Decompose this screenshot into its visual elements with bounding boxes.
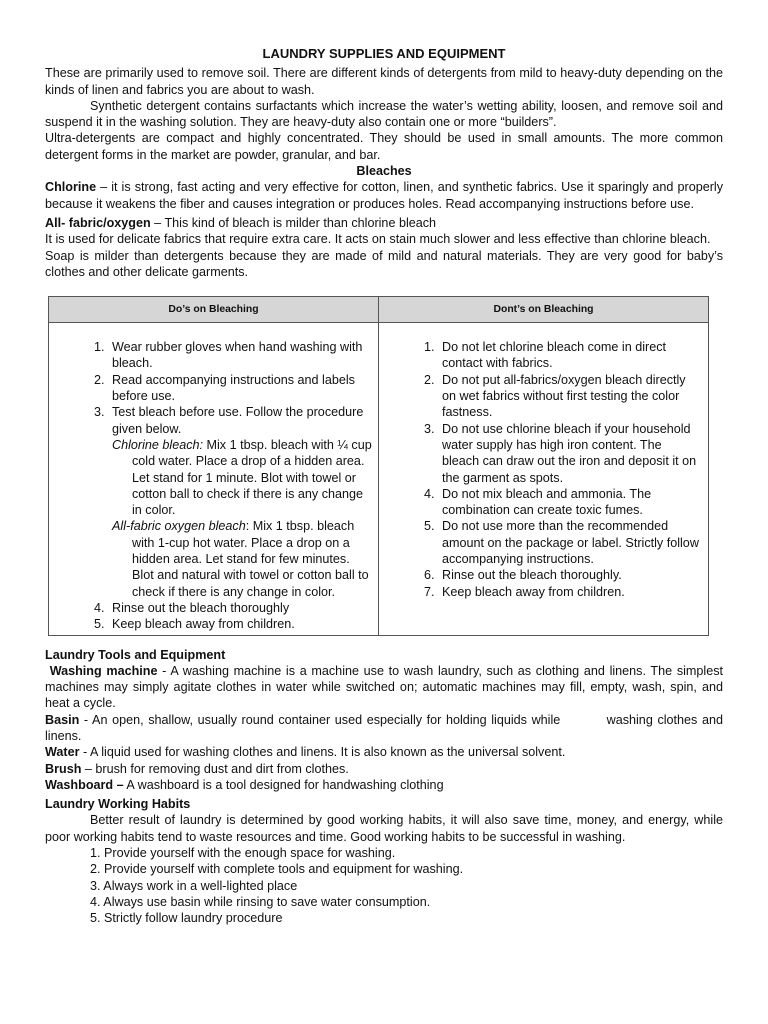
donts-list xyxy=(385,339,702,600)
donts-cell xyxy=(379,323,709,635)
dos-item xyxy=(108,404,372,600)
oxygen-more-paragraph: It is used for delicate fabrics that require extra care. It acts on stain much slower and less effective than chlorine bleach. xyxy=(45,232,711,247)
washing-machine-paragraph xyxy=(45,663,723,712)
oxygen-text: – This kind of bleach is milder than chlorine bleach xyxy=(150,215,437,230)
chlorine-procedure-line xyxy=(112,437,372,453)
washboard-term: Washboard – xyxy=(45,777,124,792)
chlorine-text: – it is strong, fast acting and very effective for cotton, linen, and synthetic fabrics. Use it sparingly and properly because it weakens the fiber and causes integration or produces holes. Read accompanying instructions before use. xyxy=(45,180,723,211)
document-content xyxy=(45,46,727,927)
bleaching-table xyxy=(48,296,709,635)
habits-list xyxy=(45,845,723,926)
dos-item-text: Test bleach before use. Follow the procedure given below. xyxy=(112,405,364,436)
donts-item: 3. Do not use chlorine bleach if your household water supply has high iron content. The bleach can draw out the iron and deposit it on the garment as spots. xyxy=(438,421,702,486)
washboard-text: A washboard is a tool designed for handwashing clothing xyxy=(123,777,444,792)
chlorine-paragraph xyxy=(45,179,723,212)
basin-paragraph xyxy=(45,712,727,745)
washboard-paragraph xyxy=(45,777,723,793)
dos-cell xyxy=(49,323,379,635)
brush-paragraph xyxy=(45,761,723,777)
basin-text: - An open, shallow, usually round container used especially for holding liquids while washing clothes and linens. xyxy=(45,712,727,743)
oxygen-paragraph xyxy=(45,215,723,231)
habits-intro: Better result of laundry is determined by good working habits, it will also save time, money, and energy, while poor working habits tend to waste resources and time. Good working habits to be successful in washing. xyxy=(45,813,723,844)
habits-item: 2. Provide yourself with complete tools and equipment for washing. xyxy=(90,862,464,877)
oxygen-procedure-line xyxy=(112,518,372,534)
donts-item: 1. Do not let chlorine bleach come in direct contact with fabrics. xyxy=(438,339,702,372)
donts-item: 2. Do not put all-fabrics/oxygen bleach directly on wet fabrics without first testing the color fastness. xyxy=(438,372,702,421)
habits-item: 1. Provide yourself with the enough space for washing. xyxy=(90,846,396,861)
habits-item: 4. Always use basin while rinsing to save water consumption. xyxy=(90,894,431,909)
donts-item: 4. Do not mix bleach and ammonia. The combination can create toxic fumes. xyxy=(438,486,702,519)
water-text: - A liquid used for washing clothes and linens. It is also known as the universal solvent. xyxy=(79,745,566,760)
dos-item: 1. Wear rubber gloves when hand washing with bleach. xyxy=(108,339,372,372)
page-title: LAUNDRY SUPPLIES AND EQUIPMENT xyxy=(262,46,506,61)
brush-text: – brush for removing dust and dirt from clothes. xyxy=(81,761,349,776)
washing-machine-term: Washing machine xyxy=(49,663,158,678)
dos-item: 2. Read accompanying instructions and labels before use. xyxy=(108,372,372,405)
donts-item: 5. Do not use more than the recommended amount on the package or label. Strictly follow accompanying instructions. xyxy=(438,518,702,567)
chlorine-procedure-label: Chlorine bleach: xyxy=(112,437,204,452)
bleaches-heading: Bleaches xyxy=(356,164,412,179)
oxygen-procedure-rest: with 1-cup hot water. Place a drop on a hidden area. Let stand for few minutes. Blot and natural with towel or cotton ball to check if there is any change in color. xyxy=(132,535,369,599)
intro-paragraph-2: Synthetic detergent contains surfactants which increase the water’s wetting ability, loosen, and remove soil and suspend it in the washing solution. They are heavy-duty also contain one or more “builders”. xyxy=(45,98,723,130)
oxygen-procedure-label: All-fabric oxygen bleach xyxy=(112,519,246,534)
dos-list xyxy=(55,339,372,632)
donts-item: 6. Rinse out the bleach thoroughly. xyxy=(438,567,702,583)
habits-item: 5. Strictly follow laundry procedure xyxy=(90,911,283,926)
tools-section xyxy=(45,647,727,794)
basin-term: Basin xyxy=(45,712,80,727)
soap-paragraph: Soap is milder than detergents because they are made of mild and natural materials. They are very good for baby’s clothes and other delicate garments. xyxy=(45,248,723,279)
habits-heading: Laundry Working Habits xyxy=(45,797,191,812)
water-term: Water xyxy=(45,745,80,760)
water-paragraph xyxy=(45,744,723,760)
washing-machine-text: - A washing machine is a machine use to wash laundry, such as clothing and linens. The simplest machines may simply agitate clothes in water while switched on; automatic machines may fill, empty, wash, spin, and heat a cycle. xyxy=(45,663,724,711)
intro-paragraph-3: Ultra-detergents are compact and highly concentrated. They should be used in small amounts. The more common detergent forms in the market are powder, granular, and bar. xyxy=(45,131,723,162)
oxygen-term: All- fabric/oxygen xyxy=(45,215,151,230)
habits-item: 3. Always work in a well-lighted place xyxy=(90,878,298,893)
tools-heading: Laundry Tools and Equipment xyxy=(45,647,226,662)
oxygen-procedure-first: : Mix 1 tbsp. bleach xyxy=(245,519,355,534)
chlorine-procedure-first: Mix 1 tbsp. bleach with ¼ cup xyxy=(203,437,372,452)
dos-item: 5. Keep bleach away from children. xyxy=(108,616,372,632)
intro-paragraph-1: These are primarily used to remove soil. There are different kinds of detergents from mild to heavy-duty depending on the kinds of linen and fabrics you are about to wash. xyxy=(45,66,723,97)
dos-item: 4. Rinse out the bleach thoroughly xyxy=(108,600,372,616)
brush-term: Brush xyxy=(45,761,82,776)
donts-header: Dont’s on Bleaching xyxy=(379,297,709,323)
dos-header: Do’s on Bleaching xyxy=(49,297,379,323)
donts-item: 7. Keep bleach away from children. xyxy=(438,584,702,600)
chlorine-procedure-rest: cold water. Place a drop of a hidden area. Let stand for 1 minute. Blot with towel or cotton ball to check if there is any change in color. xyxy=(132,454,365,518)
chlorine-term: Chlorine xyxy=(45,180,97,195)
